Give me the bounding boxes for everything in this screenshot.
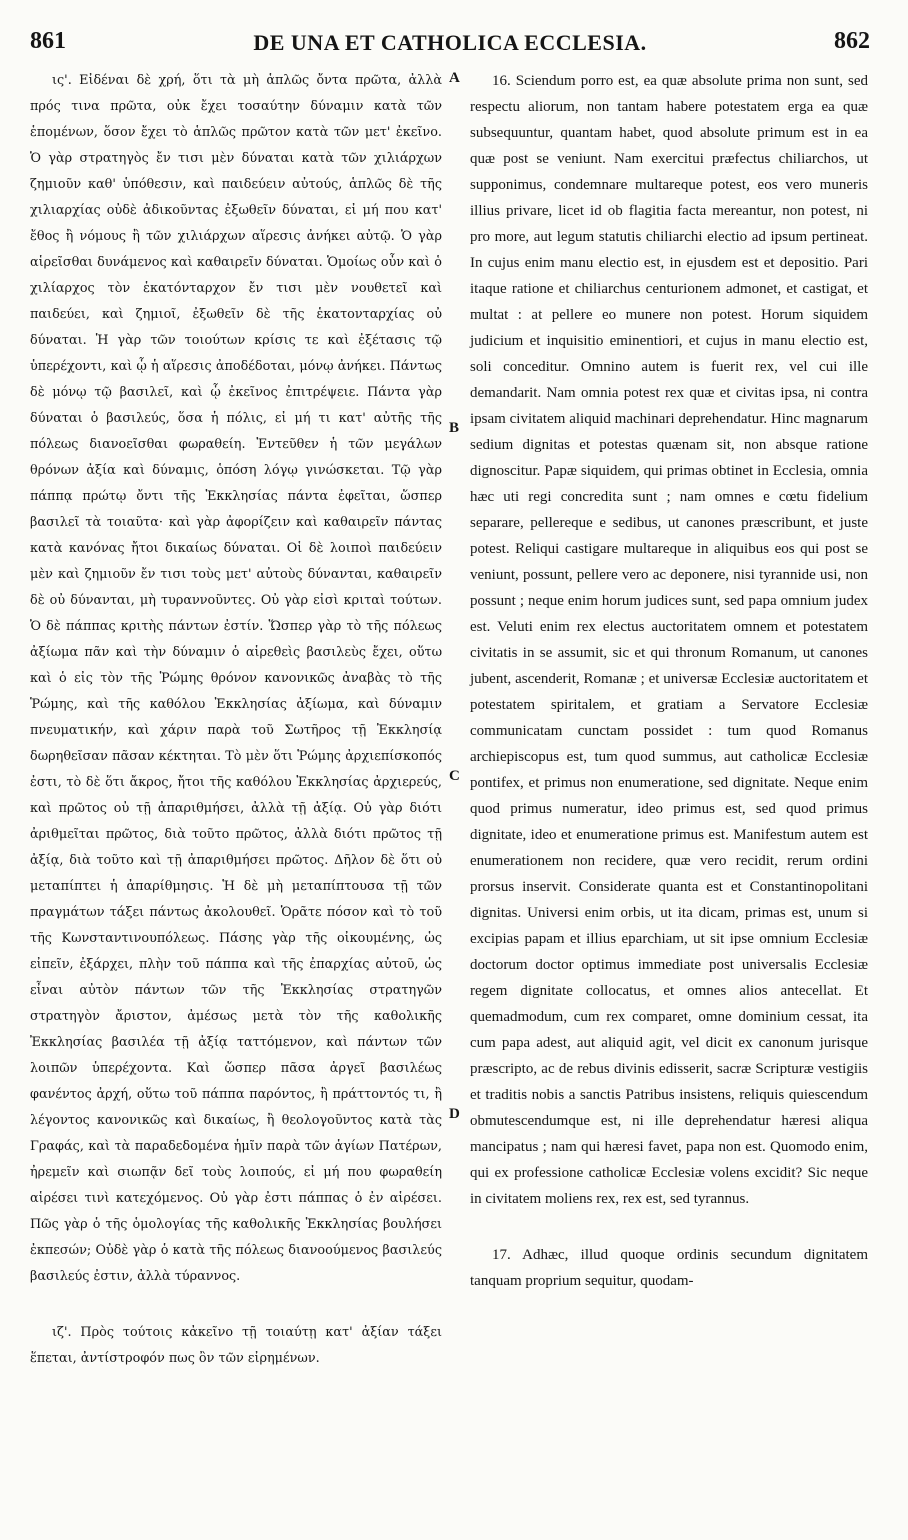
greek-paragraph-17: ιζ'. Πρὸς τούτοις κἀκεῖνο τῇ τοιαύτῃ κατ' ἀξίαν τάξει ἕπεται, ἀντίστροφόν πως ὂν τῶν εἰρημένων. <box>30 1325 442 1366</box>
margin-marker-c: C <box>449 768 460 784</box>
greek-column <box>30 68 442 1372</box>
running-title: DE UNA ET CATHOLICA ECCLESIA. <box>253 30 647 55</box>
right-page-number: 862 <box>834 28 870 54</box>
margin-marker-b: B <box>449 420 460 436</box>
margin-marker-a: A <box>449 70 460 86</box>
margin-marker-d: D <box>449 1106 460 1122</box>
page-header <box>30 28 870 62</box>
left-page-number: 861 <box>30 28 66 54</box>
latin-column <box>470 68 868 1294</box>
greek-paragraph-16: ις'. Εἰδέναι δὲ χρή, ὅτι τὰ μὴ ἁπλῶς ὄντα πρῶτα, ἀλλὰ πρός τινα πρῶτα, οὐκ ἔχει τοσαύτην δύναμιν κατὰ τῶν ἑπομένων, ὅσον ἔχει τὸ ἁπλῶς πρῶτον κατὰ τῶν μετ' ἐκεῖνο. Ὁ γὰρ στρατηγὸς ἔν τισι μὲν δύναται κατὰ τῶν χιλιάρχων ζημιοῦν καθ' ὑπόθεσιν, καὶ παιδεύειν αὐτούς, ἁπλῶς δὲ τῆς χιλιαρχίας οὐδὲ ἀδικοῦντας ἐξωθεῖν δύναται, εἰ μή που κατ' ἔθος ἢ νόμους ἢ τῶν χιλιάρχων αἵρεσις ἀνήκει αὐτῷ. Ὁ γὰρ αἱρεῖσθαι δυνάμενος καὶ καθαιρεῖν δύναται. Ὁμοίως οὖν καὶ ὁ χιλίαρχος τὸν ἑκατόνταρχον ἔν τισι μὲν νουθετεῖ καὶ παιδεύει, καὶ ζημιοῖ, ἐξωθεῖν δὲ τῆς ἑκατονταρχίας οὐ δύναται. Ἡ γὰρ τῶν τοιούτων κρίσις τε καὶ ἐξέτασις τῷ ὑπερέχοντι, καὶ ᾧ ἡ αἵρεσις ἀποδέδοται, μόνῳ ἀνήκει. Πάντως δὲ μόνῳ τῷ βασιλεῖ, καὶ ᾧ ἐκεῖνος ἐπιτρέψειε. Πάντα γὰρ δύναται ὁ βασιλεύς, ὅσα ἡ πόλις, εἰ μή τι κατ' αὐτῆς τῆς πόλεως διανοεῖσθαι φωραθείη. Ἐντεῦθεν ἡ τῶν μεγάλων θρόνων ἀξία καὶ δύναμις, ὁπόση λόγῳ γινώσκεται. Τῷ γὰρ πάππᾳ πρώτῳ ὄντι τῆς Ἐκκλησίας πάντα ἐφεῖται, ὥσπερ βασιλεῖ τὰ τοιαῦτα· καὶ γὰρ ἀφορίζειν καὶ καθαιρεῖν πάντας κατὰ κανόνας ἤτοι δικαίως δύναται. Οἱ δὲ λοιποὶ παιδεύειν μὲν καὶ ζημιοῦν ἔν τισι τοὺς μετ' αὐτοὺς δύνανται, καθαιρεῖν δὲ οὐ δύνανται, μὴ τυραννοῦντες. Οὐ γὰρ εἰσὶ κριταὶ τούτων. Ὁ δὲ πάππας κριτὴς πάντων ἐστίν. Ὥσπερ γὰρ τὸ τῆς πόλεως ἀξίωμα πᾶν καὶ τὴν δύναμιν ὁ αἱρεθεὶς βασιλεὺς ἔχει, οὕτω καὶ ὁ εἰς τὸν τῆς Ῥώμης θρόνον κανονικῶς ἀναβὰς τὸ τῆς Ῥώμης, καὶ τῆς καθόλου Ἐκκλησίας ἀξίωμα, καὶ δύναμιν πνευματικήν, καὶ χάριν παρὰ τοῦ Σωτῆρος τῇ Ἐκκλησίᾳ δωρηθεῖσαν πᾶσαν κέκτηται. Τὸ μὲν ὅτι Ῥώμης ἀρχιεπίσκοπός ἐστι, τὸ δὲ ὅτι ἄκρος, ἤτοι τῆς καθόλου Ἐκκλησίας ἀρχιερεύς, καὶ πρῶτος οὐ τῇ ἀπαριθμήσει, ἀλλὰ τῇ ἀξίᾳ. Οὐ γὰρ διότι ἀριθμεῖται πρῶτος, διὰ τοῦτο πρῶτος, ἀλλὰ διότι πρῶτος τῇ ἀξίᾳ, διὰ τοῦτο καὶ τῇ ἀπαριθμήσει πρῶτος. Δῆλον δὲ ὅτι οὐ μεταπίπτει ἡ ἀπαρίθμησις. Ἡ δὲ μὴ μεταπίπτουσα τῇ τῶν πραγμάτων τάξει πάντως ἀκολουθεῖ. Ὁρᾶτε πόσον καὶ τὸ τοῦ τῆς Κωνσταντινουπόλεως. Πάσης γὰρ τῆς οἰκουμένης, ὡς εἰπεῖν, ἐξάρχει, πλὴν τοῦ πάππα καὶ τῆς ἐπαρχίας αὐτοῦ, ὡς εἶναι αὐτὸν πάντων τῶν τῆς Ἐκκλησίας στρατηγῶν στρατηγὸν ἄριστον, ἀμέσως μετὰ τὸν τῆς καθολικῆς Ἐκκλησίας βασιλέα τῇ ἀξίᾳ ταττόμενον, καὶ πάντων τῶν λοιπῶν ὑπερέχοντα. Καὶ ὥσπερ πᾶσα ἀργεῖ βασιλέως φανέντος ἀρχή, οὕτω τοῦ πάππα παρόντος, ἢ πράττοντός τι, ἢ λέγοντος κανονικῶς καὶ δικαίως, ἢ θεολογοῦντος κατὰ τὰς Γραφάς, καὶ τὰ παραδεδομένα ἡμῖν παρὰ τῶν ἁγίων Πατέρων, ἠρεμεῖν καὶ σιωπᾷν δεῖ τοὺς λοιπούς, εἰ μή που φωραθείη αἱρέσει τινὶ κατεχόμενος. Οὐ γὰρ ἐστι πάππας ὁ ἐν αἱρέσει. Πῶς γὰρ ὁ τῆς ὁμολογίας τῆς καθολικῆς Ἐκκλησίας βουλήσει ἐκπεσών; Οὐδὲ γὰρ ὁ κατὰ τῆς πόλεως διανοούμενος βασιλεύς βασιλεύς ἐστιν, ἀλλὰ τύραννος. <box>30 73 442 1284</box>
latin-paragraph-17: 17. Adhæc, illud quoque ordinis secundum dignitatem tanquam proprium sequitur, quodam- <box>470 1247 868 1289</box>
latin-paragraph-16: 16. Sciendum porro est, ea quæ absolute prima non sunt, sed respectu aliorum, non tantam habere potestatem erga ea quæ subsequuntur, quantam habet, quod absolute primum est in ea quæ post se veniunt. Nam exercitui præfectus chiliarchos, ut supponimus, condemnare multareque potest, eos vero muneris illius privare, licet id ob flagitia facta mereantur, non potest, ni pro more, aut legum statutis chiliarchi electio ad ipsum pertineat. In cujus enim manu electio est, in ejusdem est et depositio. Pari itaque ratione et chiliarchus centurionem admonet, et castigat, et multat : at pellere eo munere non potest. Horum siquidem judicium et inquisitio eminentiori, et cujus in manu electio est, soli conceditur. Omnino autem is fuerit rex, vel cui ille demandarit. Nam omnia potest rex quæ et civitas ipsa, ni contra ipsam civitatem aliquid machinari deprehendatur. Hinc magnarum sedium dignitas et potestas quænam sit, non absque ratione dignoscitur. Papæ siquidem, qui primas obtinet in Ecclesia, omnia hæc uti regi concredita sunt ; nam omnes e cœtu fidelium separare, pellereque e sedibus, ut canones præscribunt, et juste potest. Reliqui castigare multareque in aliquibus eos qui post se veniunt, possunt, pellere vero ac deponere, nisi tyrannide usi, non possunt ; neque enim horum judices sunt, sed papa omnium judex est. Veluti enim rex electus auctoritatem omnem et potestatem civitatis in se assumit, sic et qui thronum Romanum, ut canones jubent, ascenderit, Romanæ ; et universæ Ecclesiæ auctoritatem et potestatem spiritalem, et gratiam a Servatore Ecclesiæ communicatam cunctam possidet : tum quod Romanus archiepiscopus est, tum quod summus, aut catholicæ Ecclesiæ pontifex, et primus non enumeratione, sed dignitate. Neque enim quod primus numeratur, ideo primus est, sed quod primus dignitate, ideo et enumeratione primus est. Manifestum autem est enumerationem non recidere, quæ vero recidit, rerum ordini prorsus inservit. Considerate quanta est et Constantinopolitani dignitas. Universi enim orbis, ut ita dicam, primas est, unum si excipias papam et illius eparchiam, ut sit ipse omnium Ecclesiæ doctorum doctor optimus immediate post universalis Ecclesiæ regem dignitate collocatus, et omnes alios antecellat. Et quemadmodum, cum rex comparet, omne dominium cessat, ita cum papa adest, aut aliquid agit, vel dicit ex canonum jurisque præscripto, ac de rebus divinis edisserit, sacræ Scripturæ vestigiis et traditis nobis a sanctis Patribus insistens, reliquis quiescendum obmutescendumque est, ni ille deprehendatur hæresi aliqua mancipatus ; nam qui hæresi favet, papa non est. Quomodo enim, qui ex professione catholicæ Ecclesiæ volens excidit? Sic neque in civitatem moliens rex, rex est, sed tyrannus. <box>470 73 868 1207</box>
